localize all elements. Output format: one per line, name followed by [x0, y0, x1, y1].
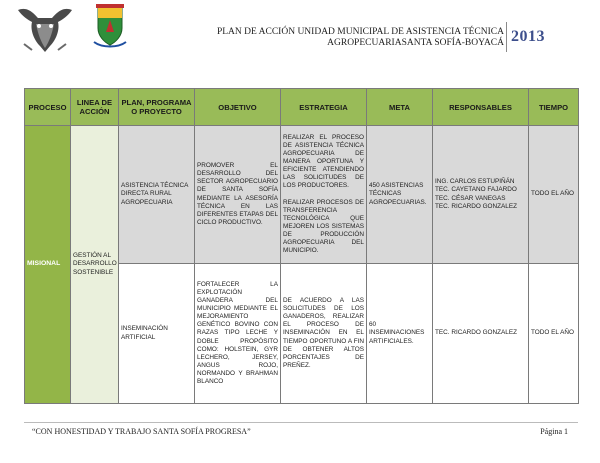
cell-plan: INSEMINACIÓN ARTIFICIAL [119, 264, 195, 404]
header-objetivo: OBJETIVO [195, 89, 281, 126]
cell-plan: ASISTENCIA TÉCNICA DIRECTA RURAL AGROPECUARIA [119, 126, 195, 264]
bull-head-emblem-icon [14, 4, 76, 54]
footer-quote: “CON HONESTIDAD Y TRABAJO SANTA SOFÍA PROGRESA” [32, 427, 251, 436]
header-meta: META [367, 89, 433, 126]
cell-tiempo: TODO EL AÑO [529, 264, 579, 404]
footer-divider [24, 422, 578, 423]
table-header-row [25, 89, 579, 126]
cell-proceso: MISIONAL [25, 126, 71, 404]
page-header [0, 0, 600, 60]
header-linea: LINEA DE ACCIÓN [71, 89, 119, 126]
responsable-name: TEC. RICARDO GONZALEZ [435, 202, 518, 210]
cell-meta: 450 ASISTENCIAS TÉCNICAS AGROPECUARIAS. [367, 126, 433, 264]
year-divider [506, 22, 507, 52]
cell-estrategia [281, 126, 367, 264]
year-label: 2013 [511, 28, 545, 45]
estrategia-paragraph-1: REALIZAR EL PROCESO DE ASISTENCIA TÉCNICA AGROPECUARIA DE MANERA OPORTUNA Y EFICIENTE ATENDIENDO LAS SOLICITUDES DE LOS PRODUCTORES. [283, 133, 364, 190]
cell-tiempo: TODO EL AÑO [529, 126, 579, 264]
responsable-name: ING. CARLOS ESTUPIÑÁN [435, 178, 515, 186]
cell-linea: GESTIÓN AL DESARROLLO SOSTENIBLE [71, 126, 119, 404]
responsable-name: TEC. RICARDO GONZALEZ [435, 329, 518, 337]
header-estrategia: ESTRATEGIA [281, 89, 367, 126]
title-line-1: PLAN DE ACCIÓN UNIDAD MUNICIPAL DE ASISTENCIA TÉCNICA [216, 27, 504, 37]
page-number: Página 1 [540, 427, 568, 436]
cell-responsables [433, 264, 529, 404]
responsable-name: TEC. CAYETANO FAJARDO [435, 186, 517, 194]
cell-meta: 60 INSEMINACIONES ARTIFICIALES. [367, 264, 433, 404]
document-title [217, 27, 504, 49]
header-responsables: RESPONSABLES [433, 89, 529, 126]
header-tiempo: TIEMPO [529, 89, 579, 126]
table-row [25, 126, 579, 264]
cell-responsables [433, 126, 529, 264]
cell-objetivo: PROMOVER EL DESARROLLO DEL SECTOR AGROPECUARIO DE SANTA SOFÍA MEDIANTE LA ASESORÍA TÉCNICA EN LAS DIFERENTES ETAPAS DEL CICLO PRODUCTIVO. [195, 126, 281, 264]
header-proceso: PROCESO [25, 89, 71, 126]
header-plan: PLAN, PROGRAMA O PROYECTO [119, 89, 195, 126]
responsable-name: TEC. CÉSAR VANEGAS [435, 194, 506, 202]
cell-estrategia: DE ACUERDO A LAS SOLICITUDES DE LOS GANADEROS, REALIZAR EL PROCESO DE INSEMINACIÓN EN EL TIEMPO OPORTUNO A FIN DE OBTENER ALTOS PORCENTAJES DE PREÑEZ. [281, 264, 367, 404]
municipal-shield-icon [92, 2, 128, 48]
estrategia-paragraph-2: REALIZAR PROCESOS DE TRANSFERENCIA TECNOLÓGICA QUE MEJOREN LOS SISTEMAS DE PRODUCCIÓN AGROPECUARIA DEL MUNICIPIO. [283, 198, 364, 255]
title-line-2: AGROPECUARIASANTA SOFÍA-BOYACÁ [327, 38, 504, 48]
action-plan-table [24, 88, 579, 404]
cell-objetivo: FORTALECER LA EXPLOTACIÓN GANADERA DEL MUNICIPIO MEDIANTE EL MEJORAMIENTO GENÉTICO BOVINO CON RAZAS TIPO LECHE Y DOBLE PROPÓSITO COMO: HOLSTEIN, GYR LECHERO, JERSEY, ANGUS ROJO, NORMANDO Y BRAHMAN BLANCO [195, 264, 281, 404]
